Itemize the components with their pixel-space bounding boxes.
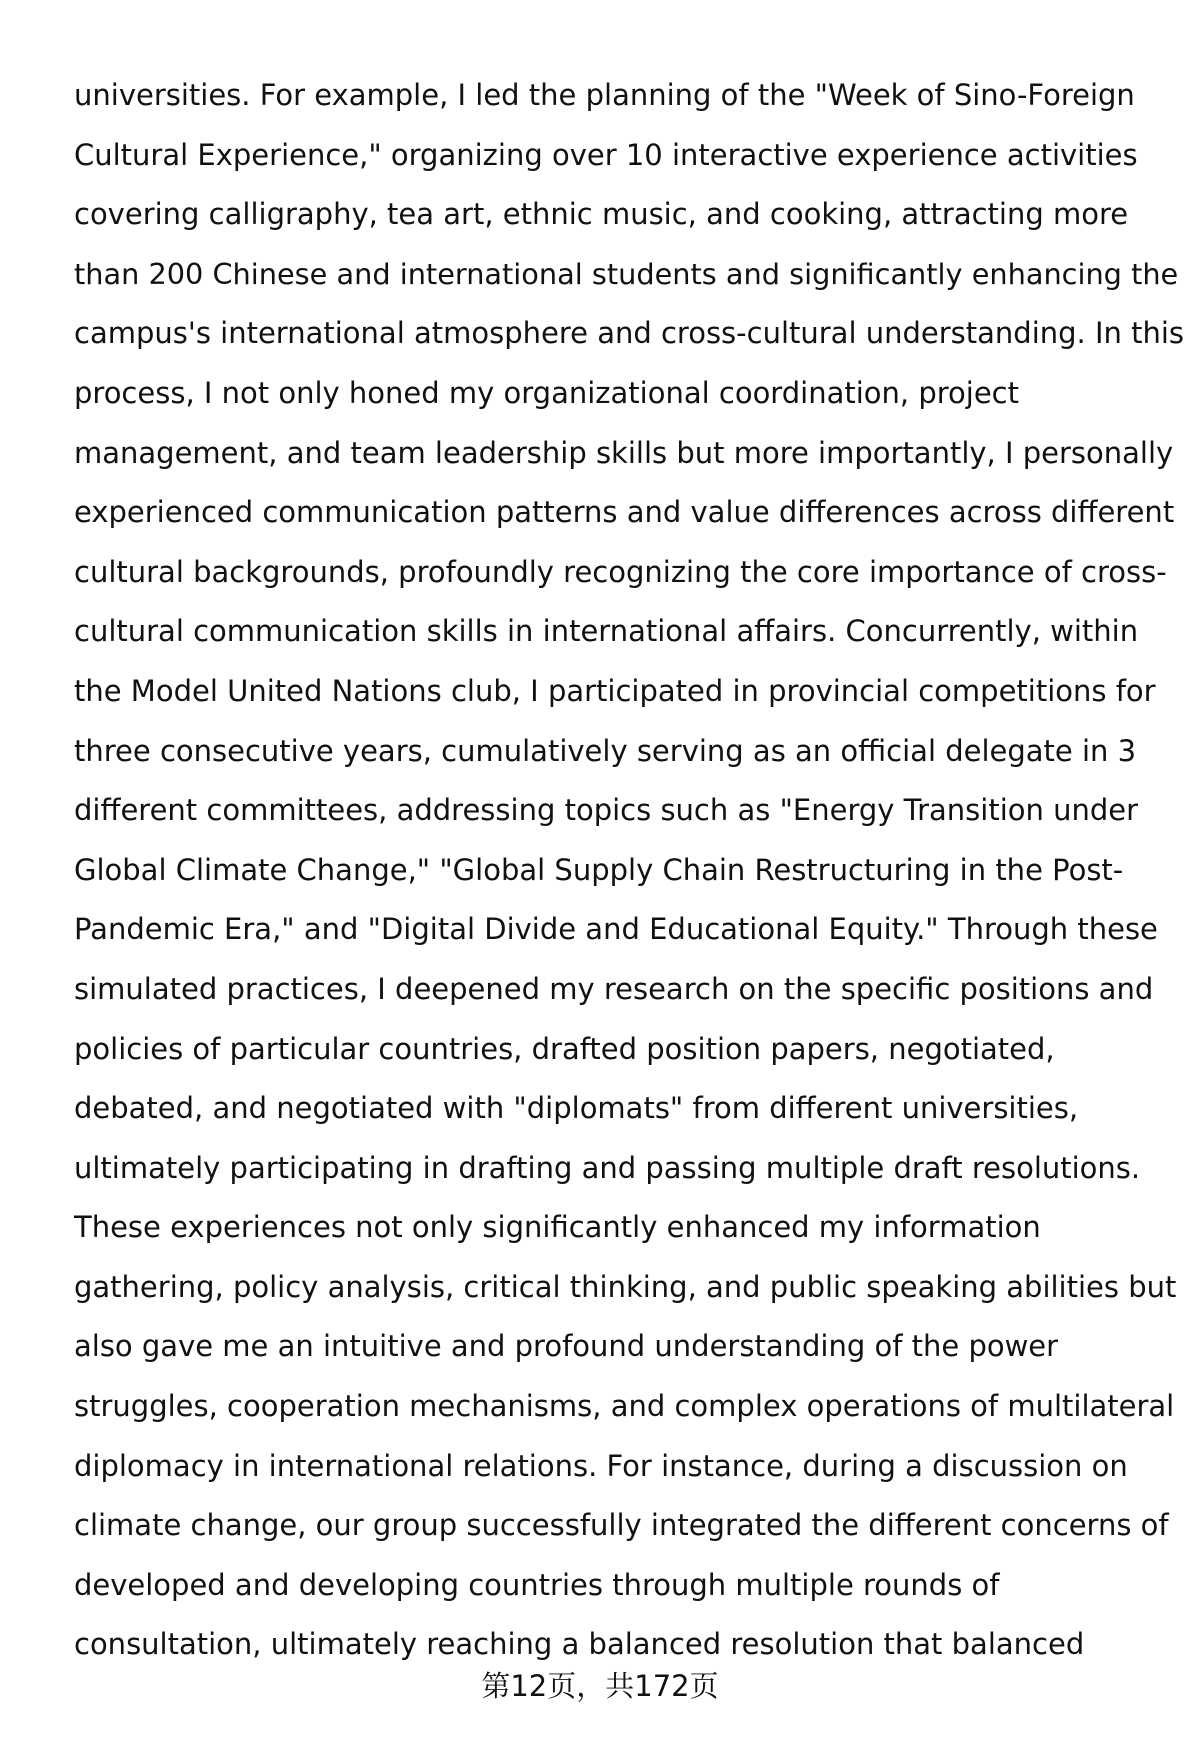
paragraph-line: the Model United Nations club, I participated in provincial competitions for xyxy=(74,673,1156,708)
paragraph-line: struggles, cooperation mechanisms, and complex operations of multilateral xyxy=(74,1389,1175,1424)
paragraph-line: ultimately participating in drafting and passing multiple draft resolutions. xyxy=(74,1150,1141,1185)
paragraph-line: universities. For example, I led the planning of the "Week of Sino-Foreign xyxy=(74,78,1135,112)
paragraph-line: three consecutive years, cumulatively serving as an official delegate in 3 xyxy=(74,733,1137,768)
paragraph-line: Cultural Experience," organizing over 10 interactive experience activities xyxy=(74,137,1138,172)
paragraph-line: cultural communication skills in international affairs. Concurrently, within xyxy=(74,614,1139,649)
paragraph-line: policies of particular countries, drafted position papers, negotiated, xyxy=(74,1031,1055,1066)
paragraph-line: management, and team leadership skills but more importantly, I personally xyxy=(74,435,1174,470)
paragraph-line: gathering, policy analysis, critical thinking, and public speaking abilities but xyxy=(74,1269,1177,1304)
paragraph-line: debated, and negotiated with "diplomats" from different universities, xyxy=(74,1091,1079,1126)
paragraph-line: Global Climate Change," "Global Supply Chain Restructuring in the Post- xyxy=(74,852,1124,887)
paragraph-line: process, I not only honed my organizational coordination, project xyxy=(74,375,1019,410)
paragraph-line: These experiences not only significantly enhanced my information xyxy=(74,1210,1041,1245)
paragraph-line: developed and developing countries through multiple rounds of xyxy=(74,1567,1000,1602)
paragraph-line: experienced communication patterns and value differences across different xyxy=(74,495,1175,530)
paragraph-line: campus's international atmosphere and cross-cultural understanding. In this xyxy=(74,316,1185,351)
paragraph-line: climate change, our group successfully integrated the different concerns of xyxy=(74,1508,1169,1543)
paragraph-line: diplomacy in international relations. For instance, during a discussion on xyxy=(74,1448,1128,1483)
paragraph-line: cultural backgrounds, profoundly recognizing the core importance of cross- xyxy=(74,554,1167,589)
paragraph-line: Pandemic Era," and "Digital Divide and Educational Equity." Through these xyxy=(74,912,1158,947)
paragraph-line: also gave me an intuitive and profound understanding of the power xyxy=(74,1329,1059,1364)
paragraph-line: than 200 Chinese and international students and significantly enhancing the xyxy=(74,256,1179,291)
body-paragraph xyxy=(74,66,1184,1675)
page-number-footer: 第12页，共172页 xyxy=(481,1669,719,1703)
paragraph-line: simulated practices, I deepened my research on the specific positions and xyxy=(74,971,1154,1006)
paragraph-line: different committees, addressing topics such as "Energy Transition under xyxy=(74,793,1139,828)
paragraph-line: consultation, ultimately reaching a balanced resolution that balanced xyxy=(74,1627,1085,1662)
paragraph-line: covering calligraphy, tea art, ethnic music, and cooking, attracting more xyxy=(74,197,1129,232)
